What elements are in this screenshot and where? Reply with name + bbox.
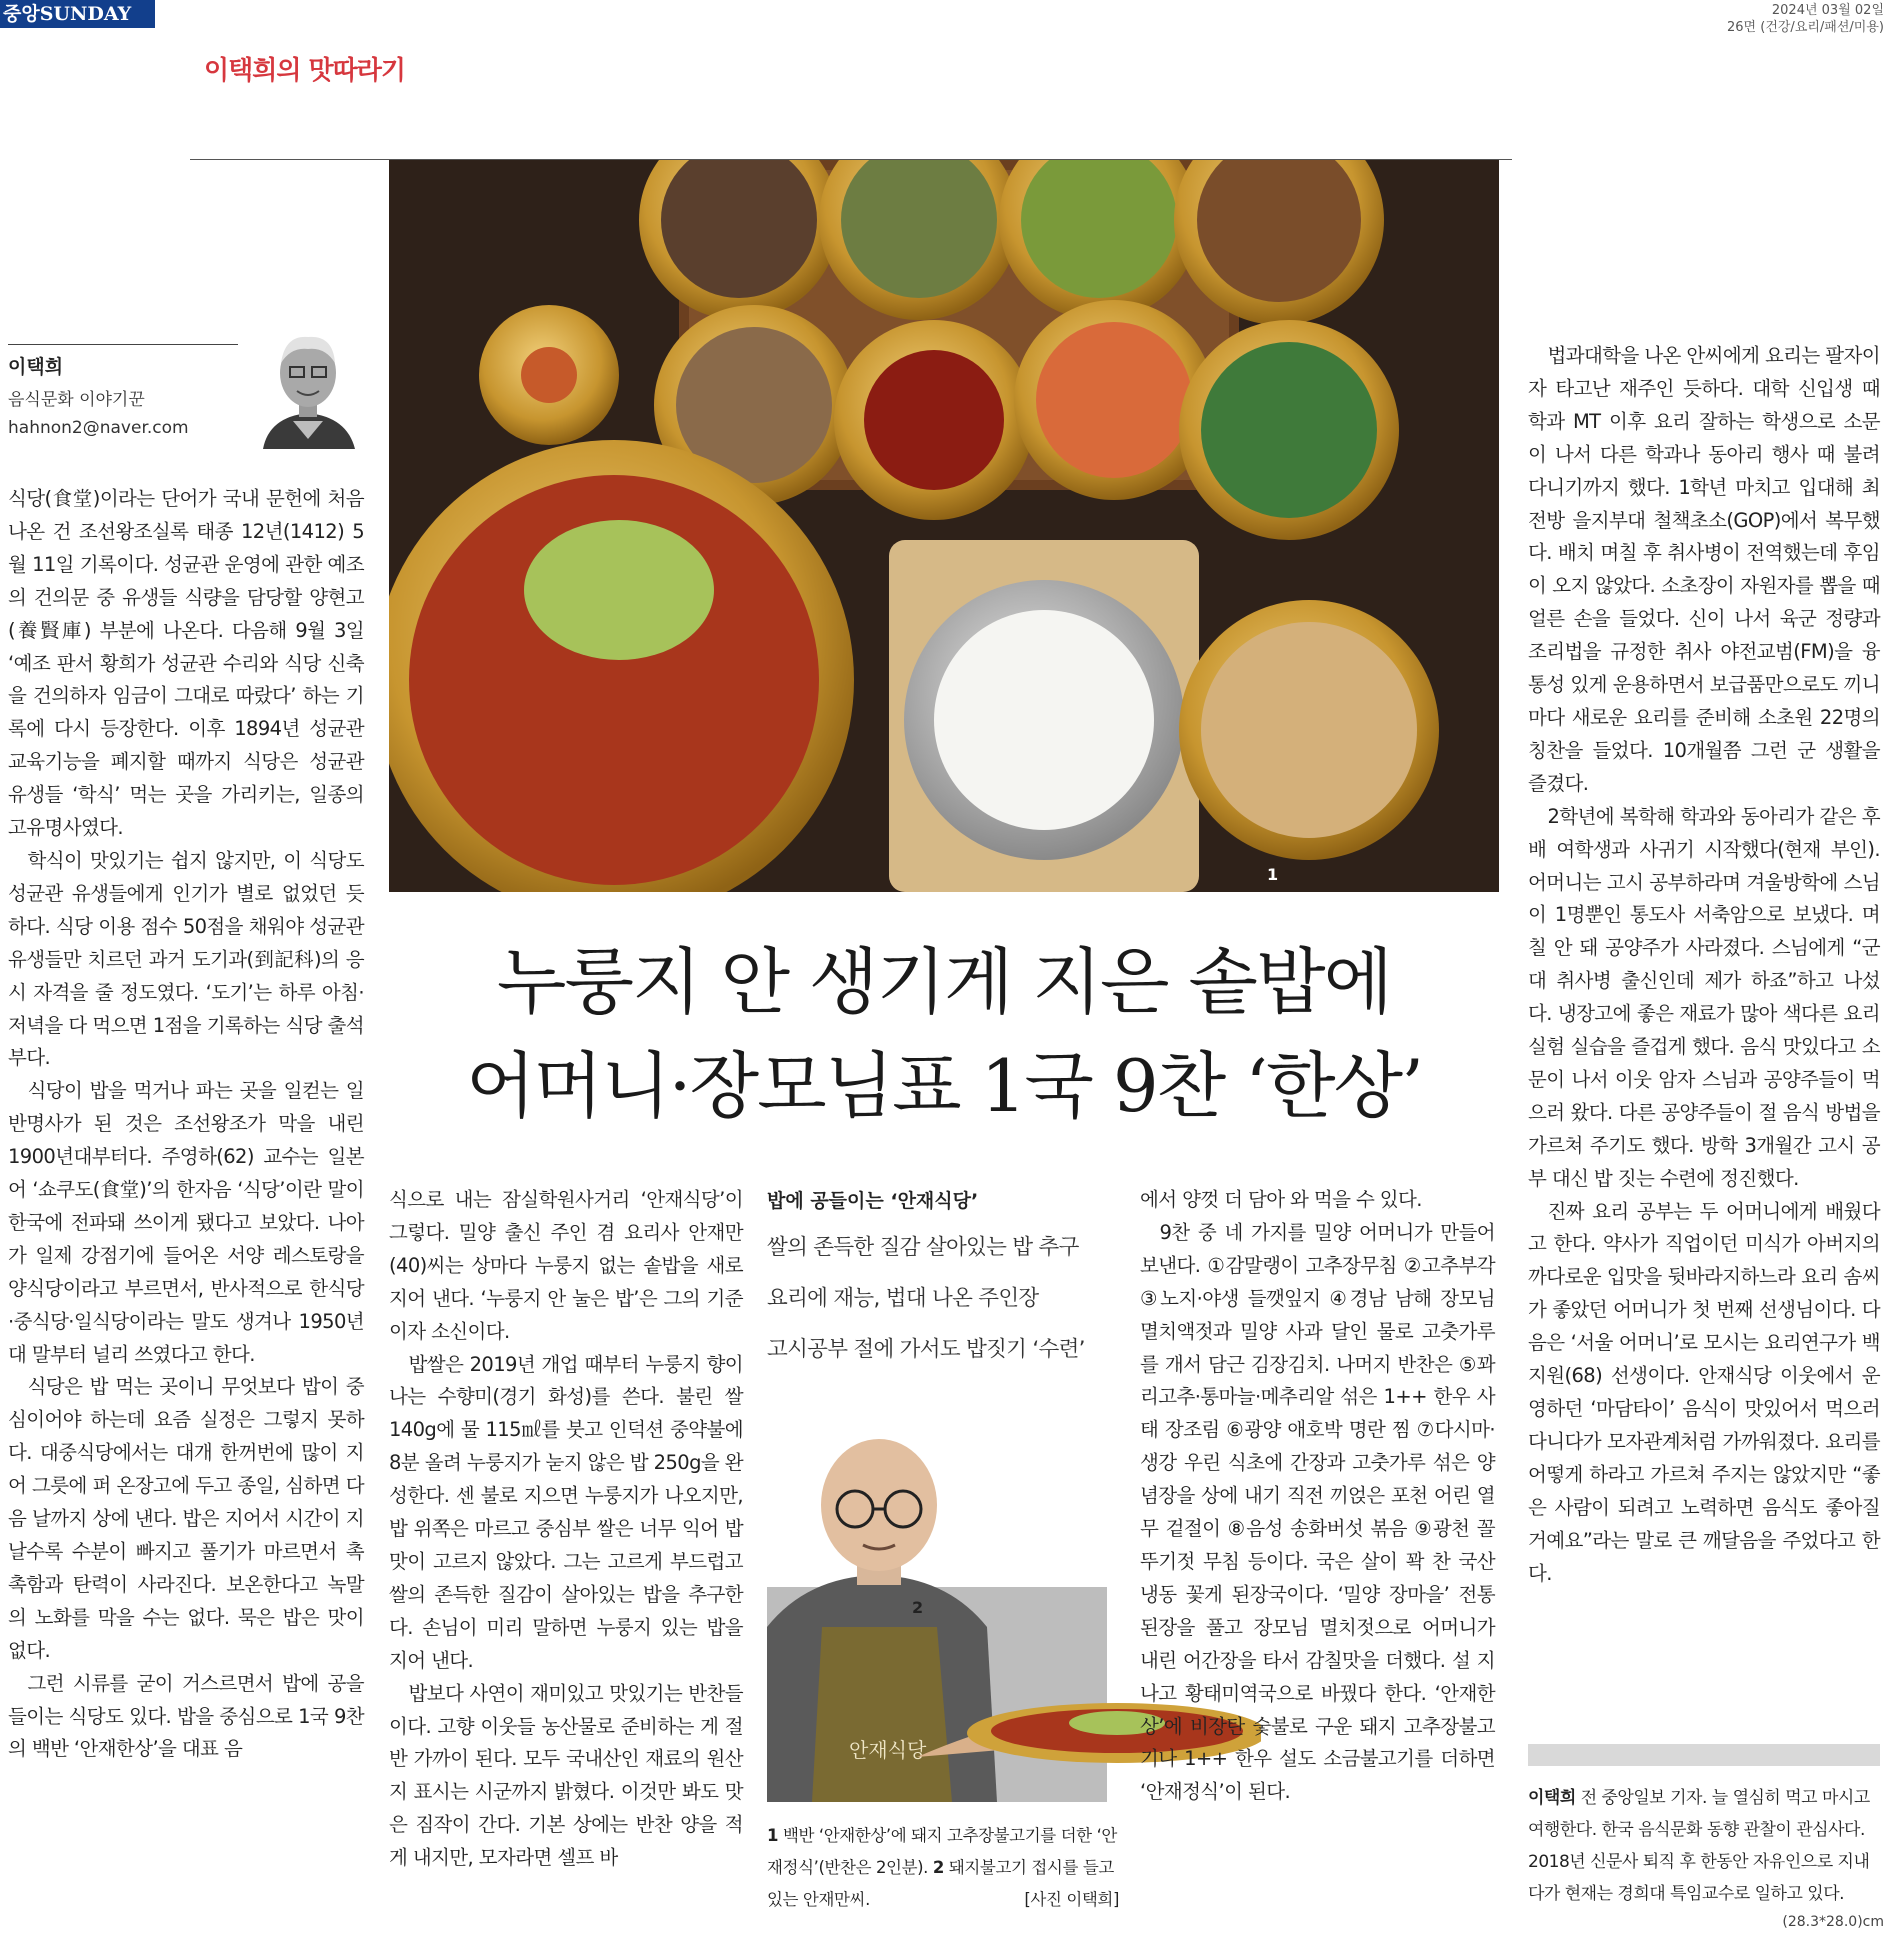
paragraph: 식당(食堂)이라는 단어가 국내 문헌에 처음 나온 건 조선왕조실록 태종 12년(1412) 5월 11일 기록이다. 성균관 운영에 관한 예조의 건의문 중 유생들 식량을 담당할 양현고(養賢庫) 부분에 나온다. 다음해 9월 3일 ‘예조 판서 황희가 성균관 수리와 식당 신축을 건의하자 임금이 그대로 따랐다’ 하는 기록에 다시 등장한다. 이후 1894년 성균관 교육기능을 폐지할 때까지 식당은 성균관 유생들 ‘학식’ 먹는 곳을 가리키는, 일종의 고유명사였다. — [8, 487, 364, 840]
sidebar-lines — [767, 1222, 1085, 1375]
caption-text1: 백반 ‘안재한상’에 돼지 고추장불고기를 더한 ‘안재정식’(반찬은 2인분). — [767, 1826, 1117, 1877]
sidebar-line: 쌀의 존득한 질감 살아있는 밥 추구 — [767, 1235, 1079, 1260]
sidebar-line: 고시공부 절에 가서도 밥짓기 ‘수련’ — [767, 1337, 1085, 1362]
headline-line2: 어머니·장모님표 1국 9찬 ‘한상’ — [465, 1044, 1422, 1128]
photo-table-setting — [389, 160, 1499, 892]
issue-date: 2024년 03월 02일 — [1771, 3, 1884, 18]
page-info: 26면 (건강/요리/패션/미용) — [1727, 20, 1884, 35]
photo-credit: [사진 이택희] — [1024, 1890, 1119, 1909]
caption-num2: 2 — [932, 1858, 944, 1877]
size-note: (28.3*28.0)cm — [1782, 1914, 1884, 1930]
sidebar-heading: 밥에 공들이는 ‘안재식당’ — [767, 1190, 979, 1212]
bio-name: 이택희 — [1528, 1788, 1576, 1808]
article-column-2 — [389, 1184, 743, 1875]
paragraph: 진짜 요리 공부는 두 어머니에게 배웠다고 한다. 약사가 직업이던 미식가 아버지의 까다로운 입맛을 뒷바라지하느라 요리 솜씨가 좋았던 어머니가 첫 번째 선생님이다. 다음은 ‘서울 어머니’로 모시는 요리연구가 백지원(68) 선생이다. 안재식당 이웃에서 운영하던 ‘마담타이’ 음식이 맛있어서 먹으러 다니다가 모자관계처럼 가까워졌다. 요리를 어떻게 하라고 가르쳐 주지는 않았지만 “좋은 사람이 되려고 노력하면 음식도 좋아질 거예요”라는 말로 큰 깨달음을 주었다고 한다. — [1528, 1199, 1880, 1585]
section-title: 이택희의 맛따라기 — [204, 56, 405, 86]
paragraph: 밥보다 사연이 재미있고 맛있기는 반찬들이다. 고향 이웃들 농산물로 준비하는 게 절반 가까이 된다. 모두 국내산인 재료의 원산지 표시는 시군까지 밝혔다. 이것만 봐도 맛은 짐작이 간다. 기본 상에는 반찬 양을 적게 내지만, 모자라면 셀프 바 — [389, 1681, 743, 1870]
author-bio — [1528, 1782, 1880, 1910]
paragraph: 그런 시류를 굳이 거스르면서 밥에 공을 들이는 식당도 있다. 밥을 중심으로 1국 9찬의 백반 ‘안재한상’을 대표 음 — [8, 1671, 364, 1761]
paragraph: 식당이 밥을 먹거나 파는 곳을 일컫는 일반명사가 된 것은 조선왕조가 막을 내린 1900년대부터다. 주영하(62) 교수는 일본어 ‘쇼쿠도(食堂)’의 한자음 ‘식당’이란 말이 한국에 전파돼 쓰이게 됐다고 보았다. 나아가 일제 강점기에 들어온 서양 레스토랑을 양식당이라고 부르면서, 반사적으로 한식당·중식당·일식당이라는 말도 생겨나 1950년대 말부터 널리 쓰였다고 한다. — [8, 1079, 364, 1366]
caption-num1: 1 — [767, 1826, 779, 1845]
author-portrait — [255, 321, 362, 449]
author-divider — [8, 344, 238, 345]
paragraph: 학식이 맛있기는 쉽지 않지만, 이 식당도 성균관 유생들에게 인기가 별로 없었던 듯하다. 식당 이용 점수 50점을 채워야 성균관 유생들만 치르던 과거 도기과(到記科)의 응시 자격을 줄 정도였다. ‘도기’는 하루 아침·저녁을 다 먹으면 1점을 기록하는 식당 출석부다. — [8, 848, 364, 1070]
article-column-4 — [1140, 1184, 1495, 1809]
author-email[interactable]: hahnon2@naver.com — [8, 418, 189, 438]
paragraph: 식으로 내는 잠실학원사거리 ‘안재식당’이 그렇다. 밀양 출신 주인 겸 요리사 안재만(40)씨는 상마다 누룽지 없는 솥밥을 새로 지어 낸다. ‘누룽지 안 눌은 밥’은 그의 기준이자 소신이다. — [389, 1188, 743, 1343]
headline-line1: 누룽지 안 생기게 지은 솥밥에 — [496, 940, 1392, 1024]
paragraph: 밥쌀은 2019년 개업 때부터 누룽지 향이 나는 수향미(경기 화성)를 쓴다. 불린 쌀 140g에 물 115㎖를 붓고 인덕션 중약불에 8분 올려 누룽지가 눋지 않은 밥 250g을 완성한다. 센 불로 지으면 누룽지가 나오지만, 밥 위쪽은 마르고 중심부 쌀은 너무 익어 밥맛이 고르지 않았다. 그는 고르게 부드럽고 쌀의 존득한 질감이 살아있는 밥을 추구한다. 손님이 미리 말하면 누룽지 있는 밥을 지어 낸다. — [389, 1352, 743, 1672]
caption-text2: 돼지불고기 접시를 들고 있는 안재만씨. — [767, 1858, 1114, 1909]
apron-text: 안재식당 — [849, 1738, 927, 1762]
article-column-1 — [8, 483, 364, 1766]
sidebar-line: 요리에 재능, 법대 나온 주인장 — [767, 1286, 1039, 1311]
photo2-number: 2 — [912, 1598, 924, 1617]
headline — [389, 930, 1499, 1138]
bio-text: 전 중앙일보 기자. 늘 열심히 먹고 마시고 여행한다. 한국 음식문화 동향 관찰이 관심사다. 2018년 신문사 퇴직 후 한동안 자유인으로 지내다가 현재는 경희대 특임교수로 일하고 있다. — [1528, 1788, 1870, 1904]
paragraph: 9찬 중 네 가지를 밀양 어머니가 만들어 보낸다. ①감말랭이 고추장무침 ②고추부각 ③노지·야생 들깻잎지 ④경남 남해 장모님 멸치액젓과 밀양 사과 달인 물로 고춧가루를 개서 담근 김장김치. 나머지 반찬은 ⑤꽈리고추·통마늘·메추리알 섞은 1++ 한우 사태 장조림 ⑥광양 애호박 명란 찜 ⑦다시마·생강 우린 식초에 간장과 고춧가루 섞은 양념장을 상에 내기 직전 끼얹은 포천 어린 열무 겉절이 ⑧음성 송화버섯 볶음 ⑨광천 꼴뚜기젓 무침 등이다. 국은 살이 꽉 찬 국산 냉동 꽃게 된장국이다. ‘밀양 장마을’ 전통 된장을 풀고 장모님 멸치젓으로 어머니가 내린 어간장을 타서 감칠맛을 더했다. 설 지나고 황태미역국으로 바꿨다 한다. ‘안재한상’에 비장탄 숯불로 구운 돼지 고추장불고기나 1++ 한우 설도 소금불고기를 더하면 ‘안재정식’이 된다. — [1140, 1220, 1495, 1804]
photo1-number: 1 — [1267, 865, 1279, 884]
paragraph: 식당은 밥 먹는 곳이니 무엇보다 밥이 중심이어야 하는데 요즘 실정은 그렇지 못하다. 대중식당에서는 대개 한꺼번에 많이 지어 그릇에 퍼 온장고에 두고 종일, 심하면 다음 날까지 상에 낸다. 밥은 지어서 시간이 지날수록 수분이 빠지고 풀기가 마르면서 촉촉함과 탄력이 사라진다. 보온한다고 녹말의 노화를 막을 수는 없다. 묵은 밥은 맛이 없다. — [8, 1375, 364, 1662]
date-info — [1727, 2, 1884, 36]
author-role: 음식문화 이야기꾼 — [8, 390, 145, 410]
article-column-5 — [1528, 340, 1880, 1590]
paragraph: 법과대학을 나온 안씨에게 요리는 팔자이자 타고난 재주인 듯하다. 대학 신입생 때 학과 MT 이후 요리 잘하는 학생으로 소문이 나서 다른 학과나 동아리 행사 때 불려 다니기까지 했다. 1학년 마치고 입대해 최전방 을지부대 철책초소(GOP)에서 복무했다. 배치 며칠 후 취사병이 전역했는데 후임이 오지 않았다. 소초장이 자원자를 뽑을 때 얼른 손을 들었다. 신이 나서 육군 정량과 조리법을 규정한 취사 야전교범(FM)을 융통성 있게 운용하면서 보급품만으로도 끼니마다 새로운 요리를 준비해 소초원 22명의 칭찬을 들었다. 10개월쯤 그런 군 생활을 즐겼다. — [1528, 344, 1880, 795]
bio-divider-bar — [1528, 1744, 1880, 1766]
paragraph: 에서 양껏 더 담아 와 먹을 수 있다. — [1140, 1188, 1422, 1211]
newspaper-logo: 중앙SUNDAY — [0, 0, 155, 28]
paragraph: 2학년에 복학해 학과와 동아리가 같은 후배 여학생과 사귀기 시작했다(현재 부인). 어머니는 고시 공부하라며 겨울방학에 스님이 1명뿐인 통도사 서축암으로 보냈다. 며칠 안 돼 공양주가 사라졌다. 스님에게 “군대 취사병 출신인데 제가 하죠”하고 나섰다. 냉장고에 좋은 재료가 많아 색다른 요리 실험 실습을 즐겁게 했다. 음식 맛있다고 소문이 나서 이웃 암자 스님과 공양주들이 먹으러 왔다. 다른 공양주들이 절 음식 방법을 가르쳐 주기도 했다. 방학 3개월간 고시 공부 대신 밥 짓는 수련에 정진했다. — [1528, 804, 1880, 1190]
author-name: 이택희 — [8, 356, 64, 378]
photo-caption — [767, 1820, 1119, 1916]
